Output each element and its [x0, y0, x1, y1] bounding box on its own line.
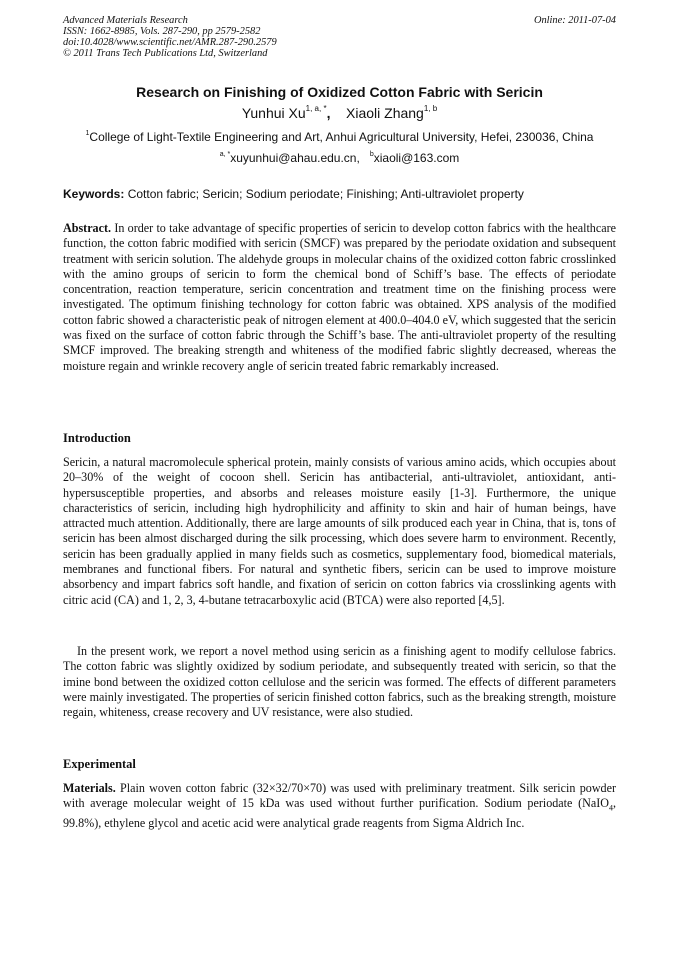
- author-name: Yunhui Xu: [241, 105, 306, 121]
- keywords: [63, 187, 616, 201]
- affiliation-text: College of Light-Textile Engineering and Art, Anhui Agricultural University, Hefei, 230036, China: [89, 130, 594, 144]
- email-address[interactable]: xuyunhui@ahau.edu.cn,: [230, 151, 360, 165]
- introduction-paragraph-2: In the present work, we report a novel method using sericin as a finishing agent to modify cellulose fabrics. The cotton fabric was slightly oxidized by sodium periodate, and subsequently treated with sericin, so that the imine bond between the oxidized cotton cellulose and the sericin was formed. The effects of different parameters were mainly investigated. The properties of sericin finished cotton fabrics, such as the breaking strength, moisture regain, whiteness, crease recovery and UV resistance, were also studied.: [63, 644, 616, 720]
- journal-header: [63, 15, 616, 59]
- materials-text-b: , 99.8%), ethylene glycol and acetic acid were analytical grade reagents from Sigma Aldrich Inc.: [63, 796, 616, 830]
- materials-label: Materials.: [63, 781, 116, 795]
- paper-title: Research on Finishing of Oxidized Cotton Fabric with Sericin: [136, 84, 543, 100]
- keywords-text: Cotton fabric; Sericin; Sodium periodate; Finishing; Anti-ultraviolet property: [127, 187, 524, 201]
- introduction-paragraph-1: Sericin, a natural macromolecule spherical protein, mainly consists of various amino acids, which occupies about 20–30% of the weight of cocoon shell. Sericin has antibacterial, anti-ultraviolet, antioxidant, anti-hypersusceptible properties, and absorbs and releases moisture easily [1-3]. Furthermore, the unique characteristics of sericin, including high hydrophilicity and affinity to skin and hair of human beings, have attracted much attention. Additionally, there are large amounts of silk produced each year in China, that is, tons of sericin has been almost discharged during the silk processing, which does severe harm to environment. Recently, sericin has been gradually applied in many fields such as cosmetics, supplementary food, biomedical materials, membranes and functional fibers. For natural and synthetic fibers, sericin can be used to improve moisture absorbency and impart fabrics soft handle, and fixation of sericin on cotton fabrics via crosslinking agents with citric acid (CA) and 1, 2, 3, 4-butane tetracarboxylic acid (BTCA) were also reported [4,5].: [63, 455, 616, 607]
- online-date: Online: 2011-07-04: [533, 15, 616, 26]
- email-address[interactable]: xiaoli@163.com: [373, 151, 460, 165]
- introduction-heading: Introduction: [63, 431, 131, 445]
- experimental-heading: Experimental: [63, 757, 136, 771]
- author-affil-mark: 1, b: [423, 104, 438, 113]
- author-affil-mark: 1, a, *: [305, 104, 327, 113]
- email-list: [63, 151, 616, 165]
- author-name: Xiaoli Zhang: [346, 105, 424, 121]
- copyright-line: © 2011 Trans Tech Publications Ltd, Switzerland: [63, 48, 268, 59]
- email-mark: b: [369, 151, 374, 158]
- author-separator: ,: [326, 105, 331, 121]
- issn-line: ISSN: 1662-8985, Vols. 287-290, pp 2579-2582: [63, 26, 261, 37]
- affiliation: [63, 130, 616, 144]
- journal-name: Advanced Materials Research: [63, 15, 188, 26]
- abstract: [63, 221, 616, 374]
- doi-line: doi:10.4028/www.scientific.net/AMR.287-290.2579: [63, 37, 277, 48]
- author-list: [63, 104, 616, 121]
- email-mark: a, *: [219, 151, 231, 158]
- keywords-label: Keywords:: [63, 187, 125, 201]
- abstract-label: Abstract.: [63, 221, 112, 235]
- materials-paragraph: [63, 781, 616, 831]
- affiliation-mark: 1: [85, 130, 90, 137]
- abstract-text: In order to take advantage of specific properties of sericin to develop cotton fabrics with the healthcare function, the cotton fabric modified with sericin (SMCF) was prepared by the periodate oxidation and subsequent treatment with sericin solution. The aldehyde groups in molecular chains of the oxidized cotton fabric crosslinked with the amino groups of sericin to form the chemical bond of Schiff’s base. The effects of periodate concentration, reaction temperature, sericin concentration and treatment time on the finishing process were investigated. The optimum finishing technology for cotton fabric was obtained. XPS analysis of the modified cotton fabric showed a characteristic peak of nitrogen element at 400.0–404.0 eV, which suggested that the sericin was fixed on the surface of cotton fabric through the Schiff’s base. The anti-ultraviolet property of the resulting SMCF improved. The breaking strength and whiteness of the modified fabric slightly decreased, whereas the moisture regain and wrinkle recovery angle of sericin treated fabric remarkably increased.: [63, 221, 616, 373]
- materials-subscript: 4: [608, 803, 613, 813]
- materials-text-a: Plain woven cotton fabric (32×32/70×70) was used with preliminary treatment. Silk sericin powder with average molecular weight of 15 kDa was used without further purification. Sodium periodate (NaIO: [63, 781, 616, 811]
